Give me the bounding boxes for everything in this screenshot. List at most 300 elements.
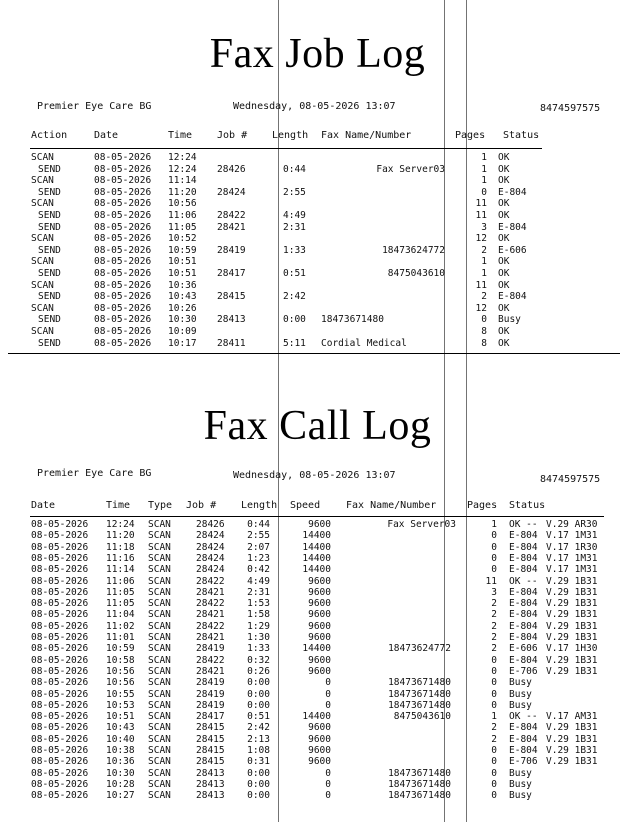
time-cell: 10:38	[106, 745, 135, 756]
job-cell: 28424	[196, 530, 225, 542]
date-cell: 08-05-2026	[94, 163, 152, 175]
pages-cell: 1	[491, 519, 497, 530]
date-cell: 08-05-2026	[31, 586, 89, 598]
pages-cell: 11	[475, 279, 487, 291]
date-cell: 08-05-2026	[31, 632, 89, 643]
fax-name-cell: 18473671480	[388, 688, 451, 700]
date-cell: 08-05-2026	[31, 575, 89, 587]
date-cell: 08-05-2026	[31, 722, 89, 734]
time-cell: 11:06	[106, 575, 135, 587]
col-pages: Pages	[467, 500, 498, 511]
pages-cell: 0	[491, 790, 497, 802]
job-cell: 28419	[196, 677, 225, 689]
col-fax-name: Fax Name/Number	[346, 500, 437, 511]
pages-cell: 2	[491, 632, 497, 643]
fax-name-cell: 18473671480	[388, 790, 451, 802]
col-action: Action	[31, 130, 68, 141]
date-cell: 08-05-2026	[94, 326, 152, 337]
type-cell: SCAN	[148, 598, 171, 610]
status-cell: E-804	[509, 733, 538, 745]
date-cell: 08-05-2026	[31, 688, 89, 700]
status-cell: OK	[498, 279, 510, 291]
job-cell: 28417	[196, 711, 225, 723]
type-cell: SCAN	[148, 722, 171, 734]
type-cell: SCAN	[148, 575, 171, 587]
action-cell: SEND	[38, 291, 61, 303]
type-cell: SCAN	[148, 665, 171, 677]
type-cell: SCAN	[148, 699, 171, 711]
col-speed: Speed	[290, 500, 321, 511]
fax-name-cell: 8475043610	[387, 268, 445, 279]
pages-cell: 11	[475, 210, 487, 221]
action-cell: SEND	[38, 186, 61, 198]
status-cell: OK	[498, 233, 510, 245]
col-type: Type	[148, 500, 173, 511]
job-cell: 28422	[217, 210, 246, 221]
date-cell: 08-05-2026	[31, 790, 89, 802]
job-cell: 28421	[217, 221, 246, 233]
action-cell: SEND	[38, 314, 61, 326]
speed-cell: 9600	[308, 756, 331, 768]
length-cell: 0:00	[247, 778, 270, 790]
status-cell: E-804	[509, 654, 538, 666]
action-cell: SEND	[38, 221, 61, 233]
job-cell: 28426	[196, 519, 225, 530]
action-cell: SEND	[38, 268, 61, 279]
modem-cell: V.29 1B31	[546, 632, 598, 643]
job-cell: 28415	[196, 756, 225, 768]
pages-cell: 2	[491, 609, 497, 621]
length-cell: 1:29	[247, 620, 270, 632]
job-cell: 28424	[217, 186, 246, 198]
modem-cell: V.29 1B31	[546, 733, 598, 745]
pages-cell: 11	[485, 575, 497, 587]
speed-cell: 0	[325, 767, 331, 779]
length-cell: 0:51	[283, 268, 306, 279]
call-log-title: Fax Call Log	[203, 403, 432, 449]
date-cell: 08-05-2026	[94, 302, 152, 314]
job-log-title: Fax Job Log	[209, 31, 426, 77]
status-cell: E-606	[509, 643, 538, 655]
status-cell: E-804	[509, 609, 538, 621]
length-cell: 0:31	[247, 756, 270, 768]
length-cell: 0:51	[247, 711, 270, 723]
type-cell: SCAN	[148, 632, 171, 643]
pages-cell: 1	[481, 256, 487, 268]
modem-cell: V.29 1B31	[546, 745, 598, 756]
status-cell: OK	[498, 256, 510, 268]
fax-name-cell: Cordial Medical	[321, 337, 407, 349]
speed-cell: 14400	[302, 541, 331, 553]
length-cell: 2:55	[283, 186, 306, 198]
fax-name-cell: Fax Server03	[376, 163, 445, 175]
speed-cell: 0	[325, 699, 331, 711]
modem-cell: V.29 1B31	[546, 620, 598, 632]
action-cell: SEND	[38, 244, 61, 256]
date-cell: 08-05-2026	[94, 221, 152, 233]
time-cell: 12:24	[168, 163, 197, 175]
job-cell: 28419	[217, 244, 246, 256]
pages-cell: 2	[491, 643, 497, 655]
job-cell: 28413	[196, 778, 225, 790]
pages-cell: 3	[481, 221, 487, 233]
modem-cell: V.17 1M31	[546, 530, 598, 542]
length-cell: 2:31	[247, 586, 270, 598]
speed-cell: 9600	[308, 665, 331, 677]
type-cell: SCAN	[148, 778, 171, 790]
length-cell: 0:44	[247, 519, 270, 530]
date-cell: 08-05-2026	[31, 654, 89, 666]
modem-cell: V.29 1B31	[546, 575, 598, 587]
date-cell: 08-05-2026	[94, 244, 152, 256]
type-cell: SCAN	[148, 643, 171, 655]
job-cell: 28413	[196, 790, 225, 802]
time-cell: 10:56	[168, 198, 197, 210]
pages-cell: 0	[491, 778, 497, 790]
modem-cell: V.29 AR30	[546, 519, 598, 530]
date-cell: 08-05-2026	[94, 279, 152, 291]
action-cell: SCAN	[31, 326, 54, 337]
date-cell: 08-05-2026	[31, 530, 89, 542]
time-cell: 10:09	[168, 326, 197, 337]
pages-cell: 12	[475, 233, 487, 245]
pages-cell: 0	[491, 767, 497, 779]
type-cell: SCAN	[148, 711, 171, 723]
pages-cell: 0	[491, 756, 497, 768]
call-log-company: Premier Eye Care BG	[37, 468, 152, 479]
length-cell: 2:13	[247, 733, 270, 745]
pages-cell: 0	[481, 186, 487, 198]
length-cell: 0:00	[247, 677, 270, 689]
job-cell: 28424	[196, 541, 225, 553]
type-cell: SCAN	[148, 756, 171, 768]
speed-cell: 0	[325, 688, 331, 700]
date-cell: 08-05-2026	[94, 175, 152, 187]
time-cell: 11:06	[168, 210, 197, 221]
speed-cell: 9600	[308, 632, 331, 643]
date-cell: 08-05-2026	[31, 564, 89, 576]
length-cell: 0:00	[247, 699, 270, 711]
call-log-fax-id: 8474597575	[540, 474, 601, 485]
col-length: Length	[241, 500, 278, 511]
pages-cell: 1	[481, 268, 487, 279]
time-cell: 10:51	[168, 268, 197, 279]
speed-cell: 0	[325, 790, 331, 802]
status-cell: Busy	[509, 790, 532, 802]
time-cell: 12:24	[168, 152, 197, 163]
status-cell: Busy	[509, 688, 532, 700]
modem-cell: V.17 1M31	[546, 552, 598, 564]
date-cell: 08-05-2026	[31, 609, 89, 621]
col-time: Time	[168, 130, 193, 141]
time-cell: 11:02	[106, 620, 135, 632]
time-cell: 10:52	[168, 233, 197, 245]
time-cell: 11:18	[106, 541, 135, 553]
type-cell: SCAN	[148, 564, 171, 576]
time-cell: 11:05	[106, 586, 135, 598]
status-cell: E-804	[509, 620, 538, 632]
status-cell: OK	[498, 210, 510, 221]
time-cell: 10:17	[168, 337, 197, 349]
fax-name-cell: 18473624772	[388, 643, 451, 655]
status-cell: OK	[498, 175, 510, 187]
status-cell: E-804	[509, 745, 538, 756]
status-cell: E-804	[509, 564, 538, 576]
fax-name-cell: 18473671480	[388, 767, 451, 779]
speed-cell: 9600	[308, 654, 331, 666]
time-cell: 10:59	[168, 244, 197, 256]
status-cell: E-706	[509, 756, 538, 768]
length-cell: 0:26	[247, 665, 270, 677]
action-cell: SCAN	[31, 302, 54, 314]
time-cell: 12:24	[106, 519, 135, 530]
speed-cell: 0	[325, 677, 331, 689]
length-cell: 0:00	[283, 314, 306, 326]
status-cell: OK --	[509, 575, 538, 587]
time-cell: 10:53	[106, 699, 135, 711]
status-cell: E-804	[509, 552, 538, 564]
date-cell: 08-05-2026	[31, 756, 89, 768]
type-cell: SCAN	[148, 552, 171, 564]
time-cell: 11:05	[106, 598, 135, 610]
job-cell: 28415	[217, 291, 246, 303]
length-cell: 0:42	[247, 564, 270, 576]
pages-cell: 0	[491, 654, 497, 666]
col-date: Date	[31, 500, 56, 511]
fax-name-cell: 18473671480	[388, 778, 451, 790]
length-cell: 2:31	[283, 221, 306, 233]
speed-cell: 9600	[308, 586, 331, 598]
action-cell: SCAN	[31, 256, 54, 268]
time-cell: 10:40	[106, 733, 135, 745]
pages-cell: 0	[491, 699, 497, 711]
job-log-fax-id: 8474597575	[540, 103, 601, 114]
call-log-header-rule	[30, 516, 604, 517]
job-cell: 28411	[217, 337, 246, 349]
length-cell: 1:58	[247, 609, 270, 621]
pages-cell: 0	[491, 677, 497, 689]
pages-cell: 1	[491, 711, 497, 723]
col-date: Date	[94, 130, 119, 141]
length-cell: 0:44	[283, 163, 306, 175]
fax-name-cell: 8475043610	[393, 711, 451, 723]
time-cell: 11:20	[106, 530, 135, 542]
time-cell: 11:05	[168, 221, 197, 233]
date-cell: 08-05-2026	[94, 210, 152, 221]
job-cell: 28413	[196, 767, 225, 779]
type-cell: SCAN	[148, 654, 171, 666]
status-cell: OK	[498, 268, 510, 279]
time-cell: 10:51	[168, 256, 197, 268]
modem-cell: V.17 1H30	[546, 643, 598, 655]
job-cell: 28421	[196, 665, 225, 677]
date-cell: 08-05-2026	[31, 552, 89, 564]
call-log-datetime: Wednesday, 08-05-2026 13:07	[233, 470, 396, 481]
speed-cell: 9600	[308, 722, 331, 734]
type-cell: SCAN	[148, 530, 171, 542]
action-cell: SEND	[38, 163, 61, 175]
pages-cell: 0	[491, 552, 497, 564]
speed-cell: 9600	[308, 733, 331, 745]
time-cell: 10:30	[168, 314, 197, 326]
status-cell: E-804	[509, 632, 538, 643]
length-cell: 1:53	[247, 598, 270, 610]
col-status: Status	[509, 500, 546, 511]
fax-name-cell: 18473671480	[388, 677, 451, 689]
col-status: Status	[503, 130, 540, 141]
modem-cell: V.29 1B31	[546, 586, 598, 598]
time-cell: 11:20	[168, 186, 197, 198]
speed-cell: 14400	[302, 643, 331, 655]
pages-cell: 1	[481, 175, 487, 187]
action-cell: SCAN	[31, 175, 54, 187]
status-cell: E-804	[498, 291, 527, 303]
modem-cell: V.29 1B31	[546, 665, 598, 677]
pages-cell: 0	[491, 530, 497, 542]
pages-cell: 2	[491, 722, 497, 734]
pages-cell: 3	[491, 586, 497, 598]
job-cell: 28422	[196, 575, 225, 587]
action-cell: SCAN	[31, 279, 54, 291]
time-cell: 10:43	[168, 291, 197, 303]
action-cell: SEND	[38, 210, 61, 221]
speed-cell: 0	[325, 778, 331, 790]
date-cell: 08-05-2026	[31, 711, 89, 723]
status-cell: E-804	[498, 186, 527, 198]
date-cell: 08-05-2026	[31, 620, 89, 632]
pages-cell: 0	[491, 665, 497, 677]
type-cell: SCAN	[148, 677, 171, 689]
pages-cell: 11	[475, 198, 487, 210]
length-cell: 4:49	[283, 210, 306, 221]
modem-cell: V.29 1B31	[546, 722, 598, 734]
pages-cell: 1	[481, 163, 487, 175]
date-cell: 08-05-2026	[94, 198, 152, 210]
job-cell: 28417	[217, 268, 246, 279]
col-job: Job #	[217, 130, 248, 141]
status-cell: OK	[498, 163, 510, 175]
pages-cell: 0	[491, 745, 497, 756]
status-cell: E-804	[509, 722, 538, 734]
status-cell: Busy	[498, 314, 521, 326]
status-cell: E-706	[509, 665, 538, 677]
modem-cell: V.29 1B31	[546, 756, 598, 768]
status-cell: OK	[498, 337, 510, 349]
modem-cell: V.29 1B31	[546, 609, 598, 621]
modem-cell: V.29 1B31	[546, 654, 598, 666]
status-cell: OK	[498, 326, 510, 337]
pages-cell: 12	[475, 302, 487, 314]
fax-name-cell: Fax Server03	[387, 519, 456, 530]
job-cell: 28419	[196, 643, 225, 655]
job-cell: 28422	[196, 598, 225, 610]
speed-cell: 14400	[302, 711, 331, 723]
length-cell: 0:00	[247, 767, 270, 779]
date-cell: 08-05-2026	[94, 233, 152, 245]
modem-cell: V.17 1R30	[546, 541, 598, 553]
modem-cell: V.29 1B31	[546, 598, 598, 610]
job-cell: 28422	[196, 654, 225, 666]
col-length: Length	[272, 130, 309, 141]
status-cell: E-606	[498, 244, 527, 256]
modem-cell: V.17 AM31	[546, 711, 598, 723]
length-cell: 0:00	[247, 790, 270, 802]
type-cell: SCAN	[148, 541, 171, 553]
type-cell: SCAN	[148, 733, 171, 745]
job-cell: 28413	[217, 314, 246, 326]
job-log-company: Premier Eye Care BG	[37, 101, 152, 112]
length-cell: 1:30	[247, 632, 270, 643]
speed-cell: 9600	[308, 745, 331, 756]
length-cell: 0:32	[247, 654, 270, 666]
length-cell: 5:11	[283, 337, 306, 349]
status-cell: E-804	[498, 221, 527, 233]
job-cell: 28421	[196, 586, 225, 598]
status-cell: Busy	[509, 778, 532, 790]
status-cell: E-804	[509, 586, 538, 598]
date-cell: 08-05-2026	[94, 152, 152, 163]
status-cell: OK	[498, 198, 510, 210]
pages-cell: 0	[491, 564, 497, 576]
speed-cell: 14400	[302, 530, 331, 542]
date-cell: 08-05-2026	[94, 256, 152, 268]
time-cell: 10:26	[168, 302, 197, 314]
pages-cell: 1	[481, 152, 487, 163]
time-cell: 10:36	[168, 279, 197, 291]
length-cell: 2:07	[247, 541, 270, 553]
job-cell: 28424	[196, 564, 225, 576]
col-time: Time	[106, 500, 131, 511]
time-cell: 10:28	[106, 778, 135, 790]
date-cell: 08-05-2026	[31, 733, 89, 745]
length-cell: 1:33	[247, 643, 270, 655]
time-cell: 10:58	[106, 654, 135, 666]
status-cell: E-804	[509, 530, 538, 542]
time-cell: 10:56	[106, 665, 135, 677]
job-cell: 28421	[196, 609, 225, 621]
job-cell: 28426	[217, 163, 246, 175]
job-cell: 28419	[196, 699, 225, 711]
date-cell: 08-05-2026	[94, 268, 152, 279]
time-cell: 10:55	[106, 688, 135, 700]
date-cell: 08-05-2026	[31, 665, 89, 677]
time-cell: 10:59	[106, 643, 135, 655]
date-cell: 08-05-2026	[31, 519, 89, 530]
pages-cell: 2	[491, 733, 497, 745]
job-cell: 28415	[196, 733, 225, 745]
col-fax-name: Fax Name/Number	[321, 130, 412, 141]
time-cell: 10:56	[106, 677, 135, 689]
type-cell: SCAN	[148, 519, 171, 530]
speed-cell: 14400	[302, 552, 331, 564]
date-cell: 08-05-2026	[31, 699, 89, 711]
date-cell: 08-05-2026	[31, 598, 89, 610]
length-cell: 4:49	[247, 575, 270, 587]
fax-name-cell: 18473624772	[382, 244, 445, 256]
date-cell: 08-05-2026	[31, 677, 89, 689]
job-log-bottom-rule	[8, 353, 620, 354]
date-cell: 08-05-2026	[31, 541, 89, 553]
pages-cell: 0	[491, 688, 497, 700]
time-cell: 11:14	[106, 564, 135, 576]
action-cell: SCAN	[31, 198, 54, 210]
length-cell: 1:23	[247, 552, 270, 564]
type-cell: SCAN	[148, 620, 171, 632]
action-cell: SEND	[38, 337, 61, 349]
pages-cell: 8	[481, 337, 487, 349]
job-cell: 28421	[196, 632, 225, 643]
job-cell: 28415	[196, 745, 225, 756]
